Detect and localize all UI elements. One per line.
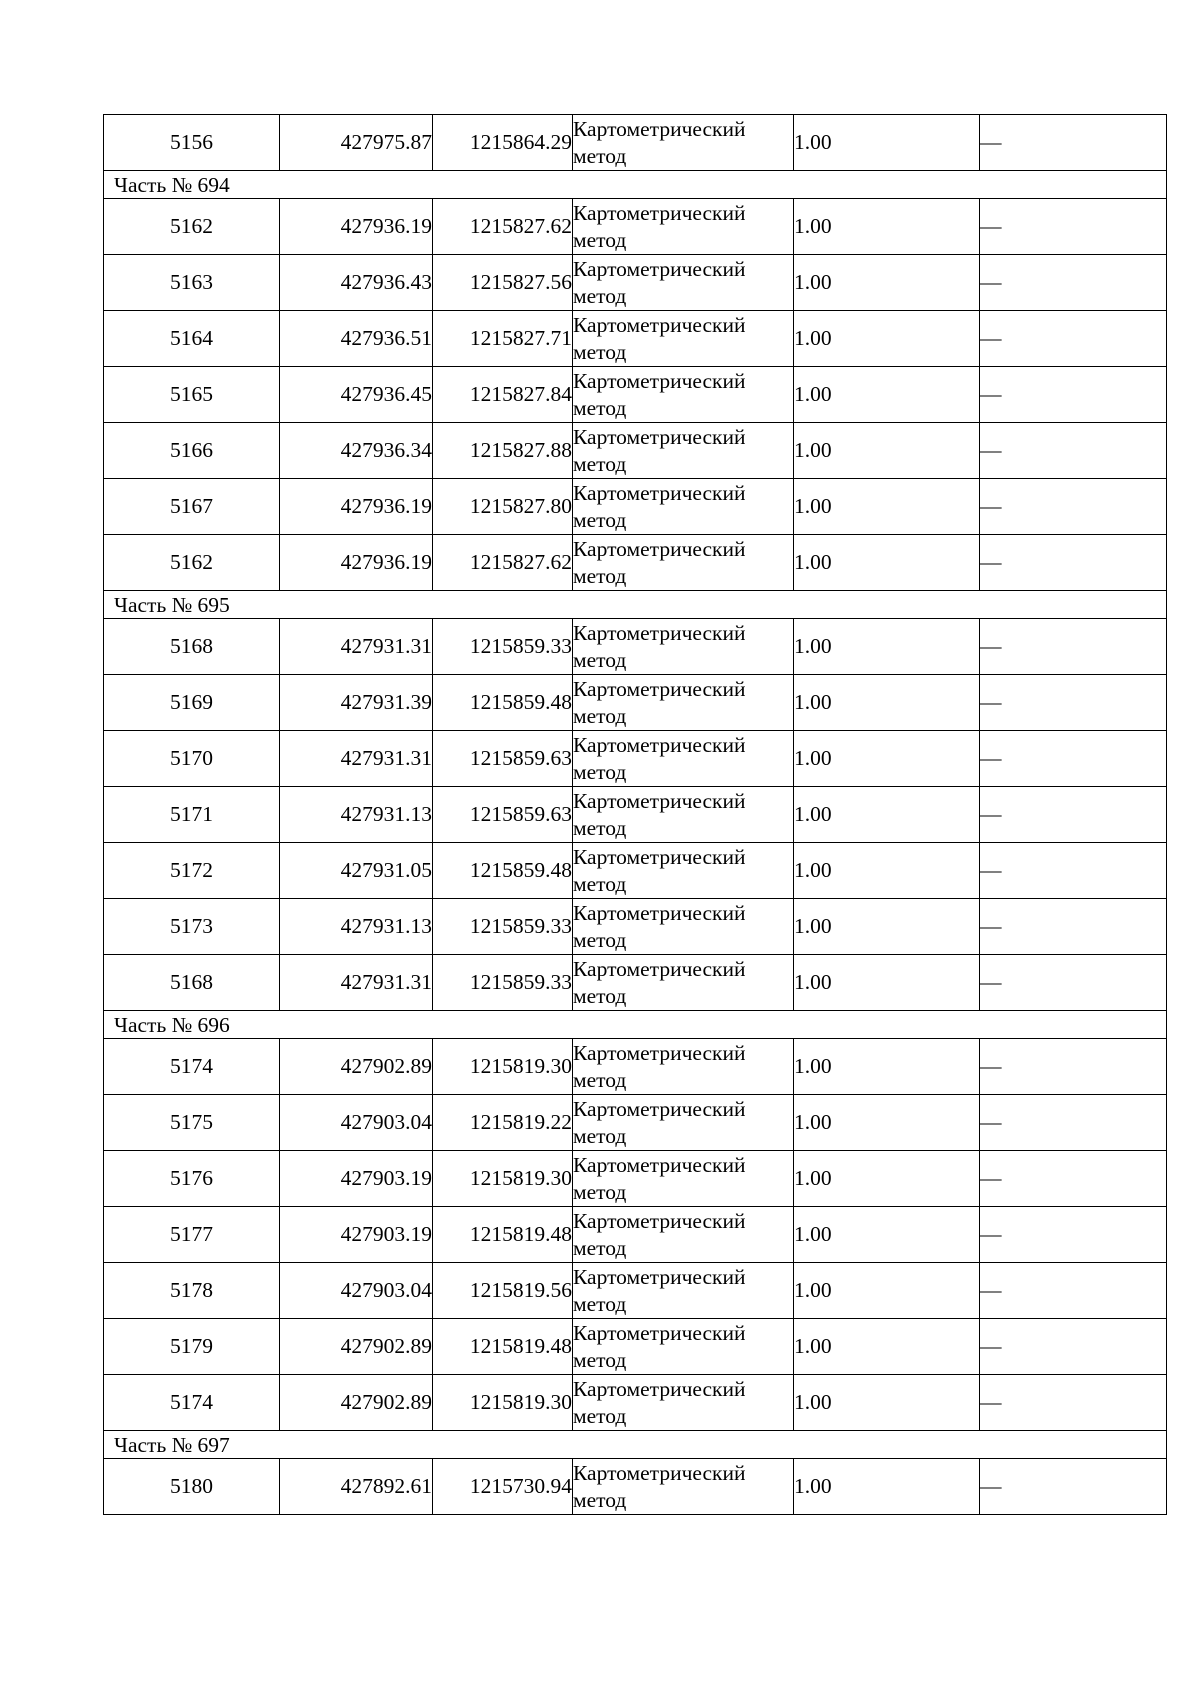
table-row <box>104 199 1167 255</box>
y-coordinate-cell: 1215859.48 <box>433 675 573 731</box>
x-coordinate-cell: 427936.45 <box>280 367 433 423</box>
method-cell: Картометрический метод <box>573 1207 794 1263</box>
note-cell: — <box>980 423 1167 479</box>
point-number-cell: 5167 <box>104 479 280 535</box>
accuracy-cell: 1.00 <box>794 1207 980 1263</box>
x-coordinate-cell: 427931.31 <box>280 955 433 1011</box>
part-header-row <box>104 171 1167 199</box>
y-coordinate-cell: 1215827.62 <box>433 535 573 591</box>
point-number-cell: 5177 <box>104 1207 280 1263</box>
note-cell: — <box>980 1263 1167 1319</box>
y-coordinate-cell: 1215859.63 <box>433 731 573 787</box>
table-row <box>104 423 1167 479</box>
y-coordinate-cell: 1215859.33 <box>433 899 573 955</box>
accuracy-cell: 1.00 <box>794 1095 980 1151</box>
accuracy-cell: 1.00 <box>794 199 980 255</box>
y-coordinate-cell: 1215730.94 <box>433 1459 573 1515</box>
y-coordinate-cell: 1215819.30 <box>433 1375 573 1431</box>
y-coordinate-cell: 1215819.56 <box>433 1263 573 1319</box>
point-number-cell: 5174 <box>104 1039 280 1095</box>
y-coordinate-cell: 1215819.48 <box>433 1319 573 1375</box>
y-coordinate-cell: 1215827.80 <box>433 479 573 535</box>
note-cell: — <box>980 311 1167 367</box>
y-coordinate-cell: 1215827.62 <box>433 199 573 255</box>
y-coordinate-cell: 1215819.22 <box>433 1095 573 1151</box>
accuracy-cell: 1.00 <box>794 535 980 591</box>
accuracy-cell: 1.00 <box>794 1319 980 1375</box>
method-cell: Картометрический метод <box>573 731 794 787</box>
x-coordinate-cell: 427936.19 <box>280 535 433 591</box>
table-row <box>104 1207 1167 1263</box>
table-row <box>104 731 1167 787</box>
x-coordinate-cell: 427931.39 <box>280 675 433 731</box>
y-coordinate-cell: 1215859.63 <box>433 787 573 843</box>
point-number-cell: 5156 <box>104 115 280 171</box>
table-row <box>104 675 1167 731</box>
x-coordinate-cell: 427931.05 <box>280 843 433 899</box>
table-row <box>104 1319 1167 1375</box>
table-row <box>104 899 1167 955</box>
table-row <box>104 843 1167 899</box>
note-cell: — <box>980 1375 1167 1431</box>
note-cell: — <box>980 1319 1167 1375</box>
method-cell: Картометрический метод <box>573 1375 794 1431</box>
y-coordinate-cell: 1215827.88 <box>433 423 573 479</box>
x-coordinate-cell: 427936.34 <box>280 423 433 479</box>
table-row <box>104 1263 1167 1319</box>
note-cell: — <box>980 675 1167 731</box>
y-coordinate-cell: 1215819.48 <box>433 1207 573 1263</box>
coordinates-table <box>103 114 1167 1515</box>
table-row <box>104 619 1167 675</box>
table-row <box>104 115 1167 171</box>
table-row <box>104 1151 1167 1207</box>
note-cell: — <box>980 1151 1167 1207</box>
x-coordinate-cell: 427902.89 <box>280 1039 433 1095</box>
note-cell: — <box>980 479 1167 535</box>
table-row <box>104 787 1167 843</box>
accuracy-cell: 1.00 <box>794 1151 980 1207</box>
table-row <box>104 535 1167 591</box>
y-coordinate-cell: 1215819.30 <box>433 1151 573 1207</box>
note-cell: — <box>980 255 1167 311</box>
note-cell: — <box>980 731 1167 787</box>
point-number-cell: 5168 <box>104 619 280 675</box>
method-cell: Картометрический метод <box>573 535 794 591</box>
note-cell: — <box>980 787 1167 843</box>
accuracy-cell: 1.00 <box>794 675 980 731</box>
table-row <box>104 255 1167 311</box>
part-header-label: Часть № 694 <box>104 171 1167 199</box>
x-coordinate-cell: 427936.51 <box>280 311 433 367</box>
accuracy-cell: 1.00 <box>794 367 980 423</box>
point-number-cell: 5178 <box>104 1263 280 1319</box>
accuracy-cell: 1.00 <box>794 255 980 311</box>
x-coordinate-cell: 427936.19 <box>280 199 433 255</box>
note-cell: — <box>980 899 1167 955</box>
y-coordinate-cell: 1215827.84 <box>433 367 573 423</box>
point-number-cell: 5180 <box>104 1459 280 1515</box>
y-coordinate-cell: 1215827.71 <box>433 311 573 367</box>
accuracy-cell: 1.00 <box>794 423 980 479</box>
table-row <box>104 1375 1167 1431</box>
method-cell: Картометрический метод <box>573 367 794 423</box>
accuracy-cell: 1.00 <box>794 619 980 675</box>
x-coordinate-cell: 427975.87 <box>280 115 433 171</box>
method-cell: Картометрический метод <box>573 843 794 899</box>
y-coordinate-cell: 1215859.48 <box>433 843 573 899</box>
table-row <box>104 955 1167 1011</box>
accuracy-cell: 1.00 <box>794 731 980 787</box>
x-coordinate-cell: 427931.31 <box>280 731 433 787</box>
point-number-cell: 5179 <box>104 1319 280 1375</box>
point-number-cell: 5172 <box>104 843 280 899</box>
part-header-label: Часть № 695 <box>104 591 1167 619</box>
method-cell: Картометрический метод <box>573 619 794 675</box>
x-coordinate-cell: 427902.89 <box>280 1375 433 1431</box>
note-cell: — <box>980 1207 1167 1263</box>
method-cell: Картометрический метод <box>573 199 794 255</box>
method-cell: Картометрический метод <box>573 479 794 535</box>
accuracy-cell: 1.00 <box>794 1459 980 1515</box>
point-number-cell: 5175 <box>104 1095 280 1151</box>
point-number-cell: 5173 <box>104 899 280 955</box>
part-header-row <box>104 591 1167 619</box>
x-coordinate-cell: 427903.19 <box>280 1207 433 1263</box>
method-cell: Картометрический метод <box>573 787 794 843</box>
method-cell: Картометрический метод <box>573 423 794 479</box>
accuracy-cell: 1.00 <box>794 1263 980 1319</box>
part-header-row <box>104 1431 1167 1459</box>
note-cell: — <box>980 115 1167 171</box>
x-coordinate-cell: 427892.61 <box>280 1459 433 1515</box>
method-cell: Картометрический метод <box>573 1039 794 1095</box>
table-row <box>104 367 1167 423</box>
x-coordinate-cell: 427931.31 <box>280 619 433 675</box>
point-number-cell: 5165 <box>104 367 280 423</box>
point-number-cell: 5174 <box>104 1375 280 1431</box>
point-number-cell: 5168 <box>104 955 280 1011</box>
point-number-cell: 5169 <box>104 675 280 731</box>
method-cell: Картометрический метод <box>573 1263 794 1319</box>
x-coordinate-cell: 427903.19 <box>280 1151 433 1207</box>
x-coordinate-cell: 427936.19 <box>280 479 433 535</box>
point-number-cell: 5162 <box>104 535 280 591</box>
accuracy-cell: 1.00 <box>794 479 980 535</box>
table-row <box>104 1459 1167 1515</box>
accuracy-cell: 1.00 <box>794 1375 980 1431</box>
method-cell: Картометрический метод <box>573 255 794 311</box>
point-number-cell: 5176 <box>104 1151 280 1207</box>
table-row <box>104 479 1167 535</box>
method-cell: Картометрический метод <box>573 115 794 171</box>
accuracy-cell: 1.00 <box>794 899 980 955</box>
x-coordinate-cell: 427903.04 <box>280 1095 433 1151</box>
point-number-cell: 5163 <box>104 255 280 311</box>
method-cell: Картометрический метод <box>573 1319 794 1375</box>
table-body <box>104 115 1167 1515</box>
x-coordinate-cell: 427931.13 <box>280 787 433 843</box>
table-row <box>104 1039 1167 1095</box>
point-number-cell: 5166 <box>104 423 280 479</box>
point-number-cell: 5170 <box>104 731 280 787</box>
accuracy-cell: 1.00 <box>794 115 980 171</box>
accuracy-cell: 1.00 <box>794 311 980 367</box>
accuracy-cell: 1.00 <box>794 1039 980 1095</box>
note-cell: — <box>980 955 1167 1011</box>
note-cell: — <box>980 535 1167 591</box>
method-cell: Картометрический метод <box>573 1459 794 1515</box>
y-coordinate-cell: 1215819.30 <box>433 1039 573 1095</box>
point-number-cell: 5164 <box>104 311 280 367</box>
method-cell: Картометрический метод <box>573 955 794 1011</box>
x-coordinate-cell: 427931.13 <box>280 899 433 955</box>
table-row <box>104 311 1167 367</box>
method-cell: Картометрический метод <box>573 1151 794 1207</box>
accuracy-cell: 1.00 <box>794 787 980 843</box>
method-cell: Картометрический метод <box>573 899 794 955</box>
part-header-row <box>104 1011 1167 1039</box>
point-number-cell: 5162 <box>104 199 280 255</box>
point-number-cell: 5171 <box>104 787 280 843</box>
note-cell: — <box>980 199 1167 255</box>
method-cell: Картометрический метод <box>573 675 794 731</box>
table-row <box>104 1095 1167 1151</box>
note-cell: — <box>980 619 1167 675</box>
method-cell: Картометрический метод <box>573 1095 794 1151</box>
x-coordinate-cell: 427903.04 <box>280 1263 433 1319</box>
note-cell: — <box>980 1459 1167 1515</box>
note-cell: — <box>980 367 1167 423</box>
x-coordinate-cell: 427902.89 <box>280 1319 433 1375</box>
y-coordinate-cell: 1215864.29 <box>433 115 573 171</box>
y-coordinate-cell: 1215827.56 <box>433 255 573 311</box>
part-header-label: Часть № 696 <box>104 1011 1167 1039</box>
method-cell: Картометрический метод <box>573 311 794 367</box>
y-coordinate-cell: 1215859.33 <box>433 619 573 675</box>
y-coordinate-cell: 1215859.33 <box>433 955 573 1011</box>
part-header-label: Часть № 697 <box>104 1431 1167 1459</box>
accuracy-cell: 1.00 <box>794 843 980 899</box>
accuracy-cell: 1.00 <box>794 955 980 1011</box>
note-cell: — <box>980 1039 1167 1095</box>
note-cell: — <box>980 1095 1167 1151</box>
note-cell: — <box>980 843 1167 899</box>
x-coordinate-cell: 427936.43 <box>280 255 433 311</box>
